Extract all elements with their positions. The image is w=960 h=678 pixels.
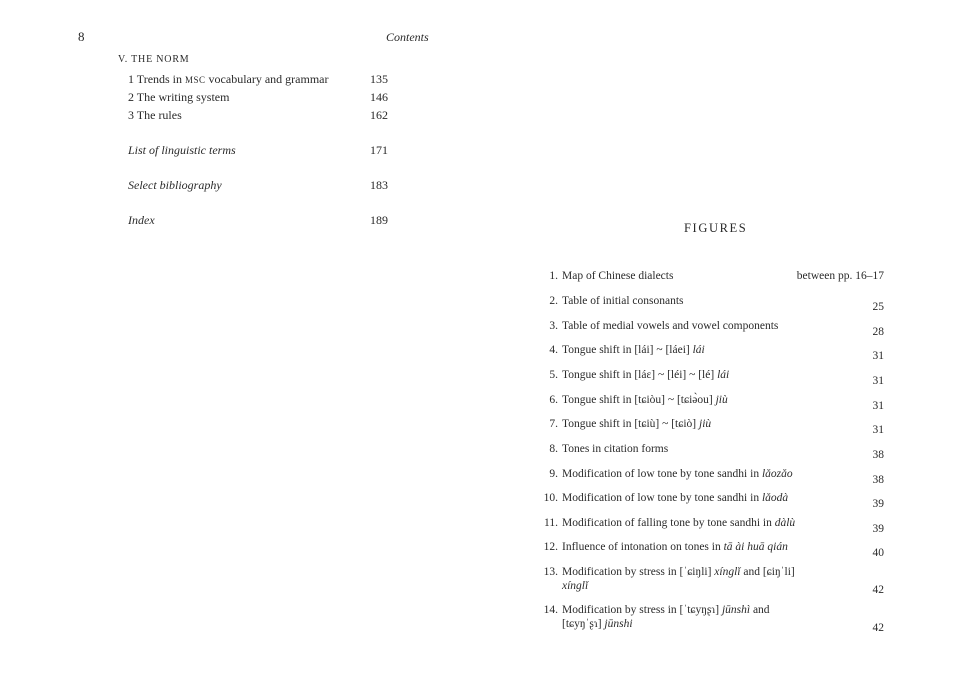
toc-page-number: 189 — [370, 213, 388, 227]
toc-page-number: 171 — [370, 143, 388, 157]
page-number: 8 — [78, 29, 85, 44]
toc-page-number: 183 — [370, 178, 388, 192]
running-head: Contents — [386, 30, 429, 44]
figures-heading: FIGURES — [684, 221, 748, 235]
toc-page-number: 135 — [370, 72, 388, 86]
part-heading: V. THE NORM — [118, 54, 190, 65]
toc-page-number: 162 — [370, 108, 388, 122]
toc-page-number: 146 — [370, 90, 388, 104]
book-page-spread: 8 Contents V. THE NORM 1 Trends in MSC vocabulary and grammar 135 2 The writing system 146 3 The rules 162 List of linguistic terms 171 Select bibliography 183 Index 189 FIGURES 1. Map of Chinese dialects between pp. 16–17 2. Table of initial consonants 25 3. Table of medial vowels and vowel components 28 4. Tongue shift in [lái] ~ [láei] lái 31 5. Tongue shift in [láɛ] ~ [léi] ~ [lé] lái 31 6. Tongue shift in [tɕiòu] ~ [tɕiə̀ou] jiù 31 7. Tongue shift in [tɕiù] ~ [tɕiò] jiù 31 8. Tones in citation forms 38 9. Modification of low tone by tone sandhi in lǎozǎo 38 10. Modification of low tone by tone sandhi in lǎodà 39 11. Modification of falling tone by tone sandhi in dàlù 39 12. Influence of intonation on tones in tā ài huā qián 40 13. Modification by stress in [ˈɕiŋli] xínglǐ and [ɕiŋˈli] xínglǐ 42 14. Modification by stress in [ˈtɕyŋʂɿ] jūnshì and [tɕyŋˈʂɿ] jūnshi 42 — [78, 29, 884, 634]
